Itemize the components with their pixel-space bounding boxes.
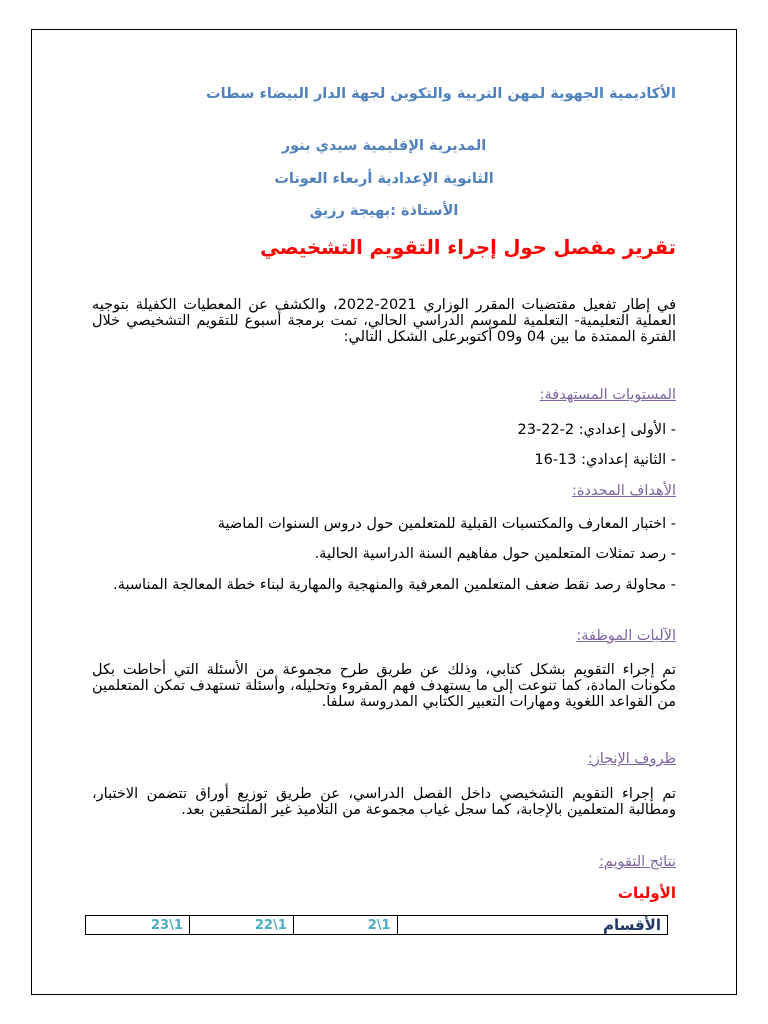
goals-heading: الأهداف المحددة: [572, 483, 676, 499]
tools-heading: الآليات الموظفة: [576, 628, 676, 644]
school-heading: الثانوية الإعدادية أربعاء العونات [274, 171, 494, 187]
document-page [31, 29, 737, 995]
classes-header-cell: الأقسام [397, 916, 667, 935]
results-heading: نتائج التقويم: [598, 854, 676, 870]
intro-paragraph: في إطار تفعيل مقتضيات المقرر الوزاري 2021-2022، والكشف عن المعطيات الكفيلة بتوجيه العملية التعليمية- التعلمية للموسم الدراسي الحالي، تمت برمجة أسبوع للتقويم التشخيصي خلال الفترة الممتدة ما بين 04 و09 أكتوبرعلى الشكل التالي: [92, 297, 676, 345]
tools-paragraph: تم إجراء التقويم بشكل كتابي، وذلك عن طريق طرح مجموعة من الأسئلة التي أحاطت بكل مكونات المادة، كما تنوعت إلى ما يستهدف فهم المقروء وتحليله، وأسئلة تستهدف تمكن المتعلمين من القواعد اللغوية ومهارات التعبير الكتابي المدروسة سلفا. [92, 662, 676, 710]
class-cell-3: 1\23 [86, 916, 190, 935]
academy-heading: الأكاديمية الجهوية لمهن التربية والتكوين لجهة الدار البيضاء سطات [206, 86, 676, 102]
table-row [86, 916, 668, 935]
class-cell-1: 1\2 [293, 916, 397, 935]
classes-table [85, 915, 668, 935]
directorate-heading: المديرية الإقليمية سيدي بنور [281, 138, 487, 154]
class-cell-2: 1\22 [189, 916, 293, 935]
goal-item-3: - محاولة رصد نقط ضعف المتعلمين المعرفية والمنهجية والمهارية لبناء خطة المعالجة المناسبة. [113, 577, 676, 593]
first-year-heading: الأوليات [617, 884, 676, 902]
conditions-paragraph: تم إجراء التقويم التشخيصي داخل الفصل الدراسي، عن طريق توزيع أوراق تتضمن الاختبار، ومطالبة المتعلمين بالإجابة، كما سجل غياب مجموعة من التلاميذ غير الملتحقين بعد. [92, 786, 676, 818]
goal-item-1: - اختبار المعارف والمكتسبات القبلية للمتعلمين حول دروس السنوات الماضية [217, 516, 676, 532]
level-item-1: - الأولى إعدادي: 2-22-23 [517, 422, 676, 438]
conditions-heading: ظروف الإنجاز: [587, 751, 676, 767]
teacher-name: الأستاذة :بهيجة رزيق [309, 203, 459, 219]
goal-item-2: - رصد تمثلات المتعلمين حول مفاهيم السنة الدراسية الحالية. [314, 546, 676, 562]
report-title: تقرير مفصل حول إجراء التقويم التشخيصي [260, 236, 676, 259]
level-item-2: - الثانية إعدادي: 13-16 [534, 452, 676, 468]
levels-heading: المستويات المستهدفة: [539, 387, 676, 403]
